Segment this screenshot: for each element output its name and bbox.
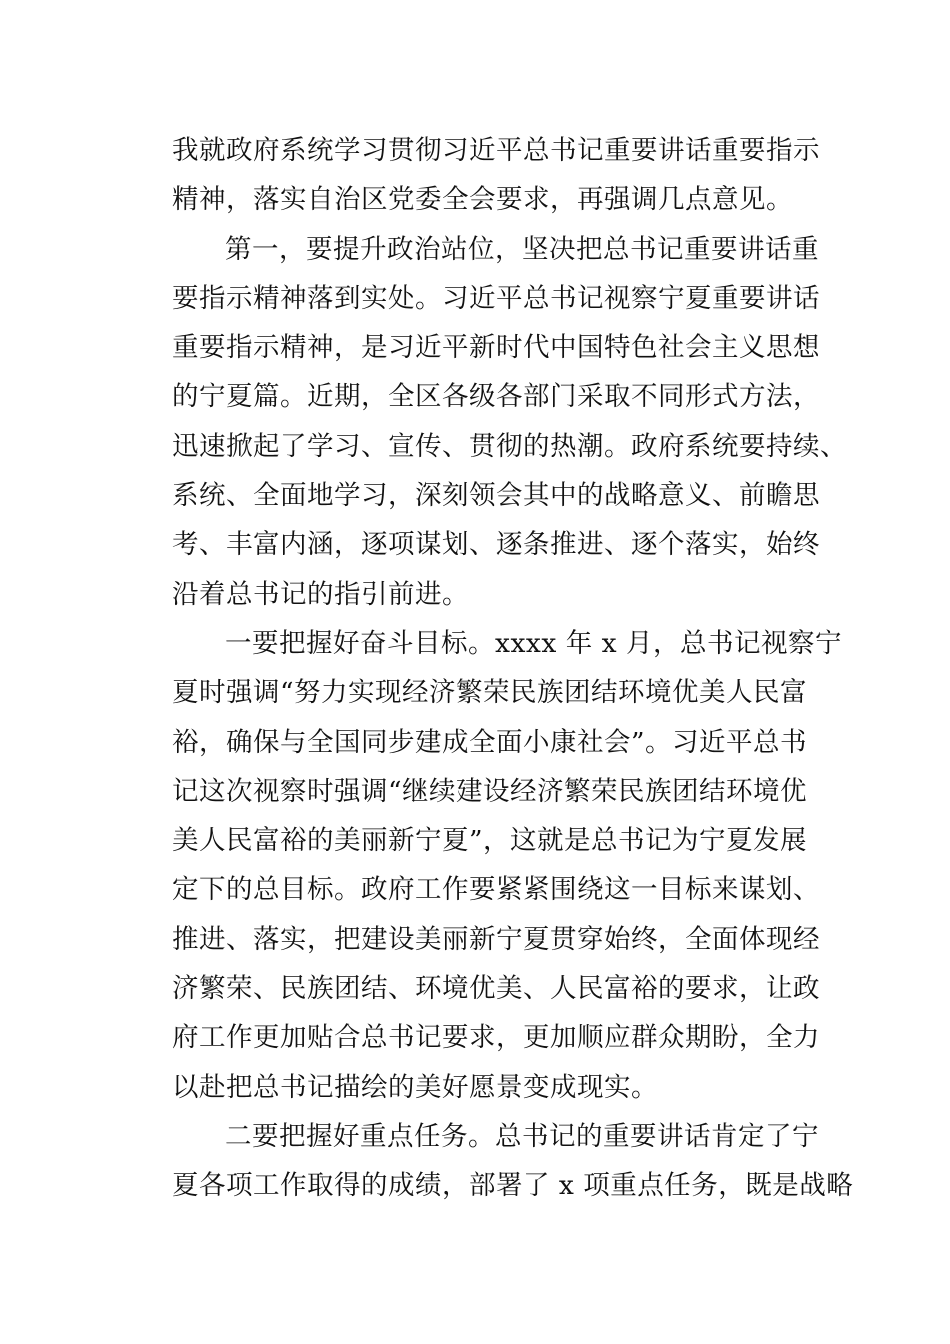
text-line: 第一，要提升政治站位，坚决把总书记重要讲话重 xyxy=(225,233,819,265)
text-line: 二要把握好重点任务。总书记的重要讲话肯定了宁 xyxy=(225,1120,819,1152)
text-line: 迅速掀起了学习、宣传、贯彻的热潮。政府系统要持续、 xyxy=(172,430,847,462)
body-text xyxy=(172,126,854,1211)
text-line: 济繁荣、民族团结、环境优美、人民富裕的要求，让政 xyxy=(172,973,820,1005)
text-line: 府工作更加贴合总书记要求，更加顺应群众期盼，全力 xyxy=(172,1022,820,1054)
text-line: 美人民富裕的美丽新宁夏”，这就是总书记为宁夏发展 xyxy=(172,825,808,857)
text-line: 要指示精神落到实处。习近平总书记视察宁夏重要讲话 xyxy=(172,282,820,314)
text-line: 精神，落实自治区党委全会要求，再强调几点意见。 xyxy=(172,184,793,216)
text-line: 系统、全面地学习，深刻领会其中的战略意义、前瞻思 xyxy=(172,480,820,512)
text-line: 裕，确保与全国同步建成全面小康社会”。习近平总书 xyxy=(172,726,808,758)
text-line: 我就政府系统学习贯彻习近平总书记重要讲话重要指示 xyxy=(172,135,820,166)
text-line: 记这次视察时强调“继续建设经济繁荣民族团结环境优 xyxy=(172,775,808,807)
text-line: 定下的总目标。政府工作要紧紧围绕这一目标来谋划、 xyxy=(172,874,820,906)
text-line: 考、丰富内涵，逐项谋划、逐条推进、逐个落实，始终 xyxy=(172,529,820,561)
text-line: 一要把握好奋斗目标。xxxx 年 x 月，总书记视察宁 xyxy=(225,627,842,659)
text-line: 沿着总书记的指引前进。 xyxy=(172,578,469,610)
text-line: 重要指示精神，是习近平新时代中国特色社会主义思想 xyxy=(172,332,820,364)
text-line: 推进、落实，把建设美丽新宁夏贯穿始终，全面体现经 xyxy=(172,923,820,955)
text-line: 以赴把总书记描绘的美好愿景变成现实。 xyxy=(172,1071,658,1103)
text-line: 夏各项工作取得的成绩，部署了 x 项重点任务，既是战略 xyxy=(172,1170,854,1202)
text-line: 夏时强调“努力实现经济繁荣民族团结环境优美人民富 xyxy=(172,677,808,709)
text-line: 的宁夏篇。近期，全区各级各部门采取不同形式方法， xyxy=(172,381,820,413)
